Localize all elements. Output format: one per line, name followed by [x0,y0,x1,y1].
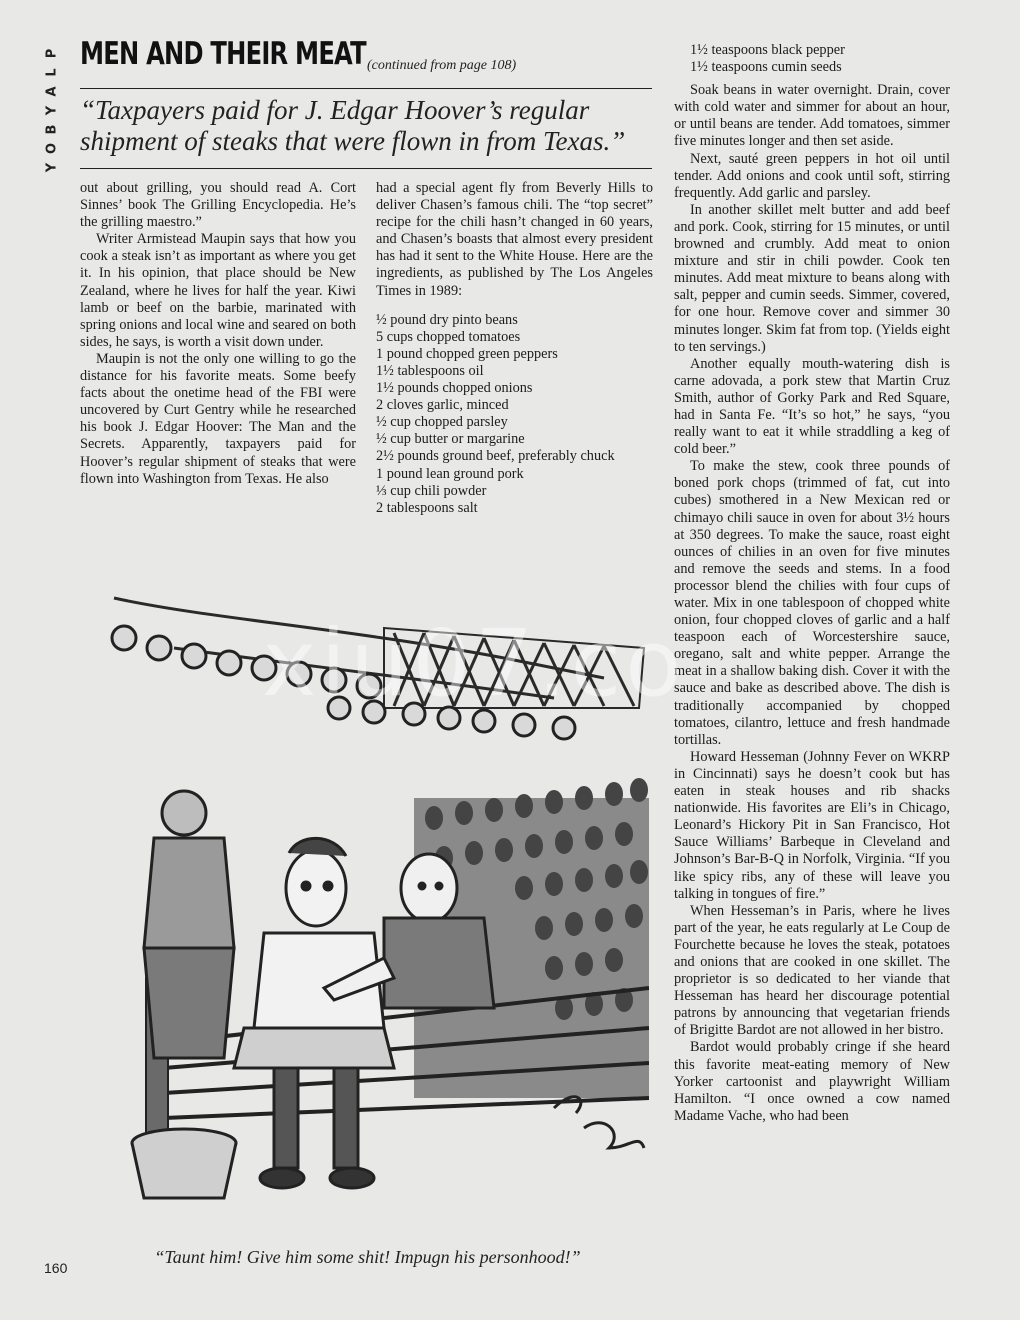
ingredient: 1½ tablespoons oil [376,362,484,379]
continued-note: (continued from page 108) [367,58,517,73]
boxing-cartoon-illustration [84,588,649,1236]
page-number: 160 [44,1260,68,1276]
ingredient-list-continued [690,42,950,76]
paragraph: Howard Hesseman (Johnny Fever on WKRP in Cincinnati) says he doesn’t cook but has eaten in steak houses and rib shacks nationwide. His favorites are Eli’s in Chicago, Leonard’s Hickory Pit in San Francisco, Hot Sauce Williams’ Barbeque in Cleveland and Johnson’s Bar-B-Q in Norfolk, Virginia. “If you like spicy ribs, any of these will leave you talking in tongues of fire.” [674,748,950,902]
paragraph: Another equally mouth-watering dish is carne adovada, a pork stew that Martin Cruz Smith, author of Gorky Park and Red Square, had in Santa Fe. “It’s so hot,” he says, “you really want to eat it while straddling a keg of cold beer.” [674,355,950,458]
sidebar-letter: A [44,86,60,97]
column-1 [80,180,356,488]
ingredient: 1½ teaspoons cumin seeds [690,59,842,76]
ingredient: ½ pound dry pinto beans [376,311,518,328]
cartoon-caption: “Taunt him! Give him some shit! Impugn his personhood!” [154,1247,581,1267]
ingredient: 5 cups chopped tomatoes [376,328,521,345]
paragraph: out about grilling, you should read A. Cort Sinnes’ book The Grilling Encyclopedia. He’s the grilling maestro.” [80,180,356,231]
paragraph: Soak beans in water overnight. Drain, cover with cold water and simmer for about an hour, or until beans are tender. Add tomatoes, simmer five minutes longer and then set aside. [674,82,950,150]
paragraph: Maupin is not the only one willing to go the distance for his favorite meats. Some beefy facts about the onetime head of the FBI were uncovered by Curt Gentry while he researched his book J. Edgar Hoover: The Man and the Secrets. Apparently, taxpayers paid for Hoover’s regular shipment of steaks that were flown into Washington from Texas. He also [80,350,356,487]
ingredient: 1½ pounds chopped onions [376,380,533,397]
watermark: xiu07.co [262,610,686,717]
paragraph: When Hesseman’s in Paris, where he lives part of the year, he eats regularly at Le Coup de Fourchette because he loves the steak, potatoes and onions that are cooked in one skillet. The proprietor is so dedicated to her viande that Hesseman has heard her discourage potential patrons by announcing that vegetarian friends of Brigitte Bardot are not allowed in her bistro. [674,902,950,1039]
ingredient: 2½ pounds ground beef, preferably chuck [376,448,615,465]
sidebar-letter: B [44,124,60,135]
ingredient: 1½ teaspoons black pepper [690,42,845,58]
ingredient: ½ cup butter or margarine [376,431,525,448]
paragraph: To make the stew, cook three pounds of boned pork chops (trimmed of fat, cut into cubes) smothered in a New Mexican red or chimayo chili sauce in oven for about 3½ hours at 350 degrees. To make the sauce, roast eight ounces of chilies in an oven for five minutes and remove the seeds and stems. In a food processor blend the chilies with four cups of water. Mix in one tablespoon of chopped white onion, four chopped cloves of garlic and a half teaspoon each of Worcestershire sauce, oregano, salt and white pepper. Arrange the meat in a shallow baking dish. Cover it with the sauce and bake as described above. The dish is traditionally accompanied by chopped tomatoes, cilantro, lettuce and fresh handmade tortillas. [674,458,950,748]
bottom-rule [80,168,652,169]
ingredient: 1 pound lean ground pork [376,465,524,482]
top-rule [80,88,652,89]
artist-signature-mark [554,1097,644,1148]
sidebar-letter: O [44,142,60,155]
magazine-name-vertical [42,44,62,177]
article-title: MEN AND THEIR MEAT [80,36,366,72]
sidebar-letter: Y [44,162,60,173]
ingredient-list [376,312,653,517]
column-2 [376,180,653,517]
ingredient: 1 pound chopped green peppers [376,345,558,362]
paragraph: Bardot would probably cringe if she heard this favorite meat-eating memory of New Yorker cartoonist and playwright William Hamilton. “I once owned a cow named Madame Vache, who had been [674,1039,950,1124]
ingredient: ⅓ cup chili powder [376,482,487,499]
sidebar-letter: Y [44,105,60,116]
paragraph: Writer Armistead Maupin says that how you cook a steak isn’t as important as where you get it. In his opinion, that place should be New Zealand, where he lives for half the year. Kiwi lamb or beef on the barbie, marinated with spring onions and local wine and seared on both sides, he says, is worth a visit down under. [80,231,356,350]
ingredient: 2 cloves garlic, minced [376,397,509,414]
sidebar-letter: P [44,48,60,59]
column-3 [674,42,950,1125]
sidebar-letter: L [44,68,60,77]
paragraph: had a special agent fly from Beverly Hills to deliver Chasen’s famous chili. The “top secret” recipe for the chili hasn’t changed in 60 years, and Chasen’s boasts that almost every president has had it sent to the White House. Here are the ingredients, as published by The Los Angeles Times in 1989: [376,180,653,299]
pull-quote: “Taxpayers paid for J. Edgar Hoover’s regular shipment of steaks that were flown in from Texas.” [80,95,626,156]
paragraph: Next, sauté green peppers in hot oil until tender. Add onions and cook until soft, stirring frequently. Add garlic and parsley. [674,150,950,201]
ingredient: 2 tablespoons salt [376,499,478,516]
paragraph: In another skillet melt butter and add beef and pork. Cook, stirring for 15 minutes, or until browned and crumbly. Add meat to onion mixture and stir in chili powder. Cook ten minutes. Add meat mixture to beans along with salt, pepper and cumin seeds. Simmer, covered, for one hour. Remove cover and simmer 30 minutes longer. Skim fat from top. (Yields eight to ten servings.) [674,201,950,355]
ingredient: ½ cup chopped parsley [376,414,508,431]
